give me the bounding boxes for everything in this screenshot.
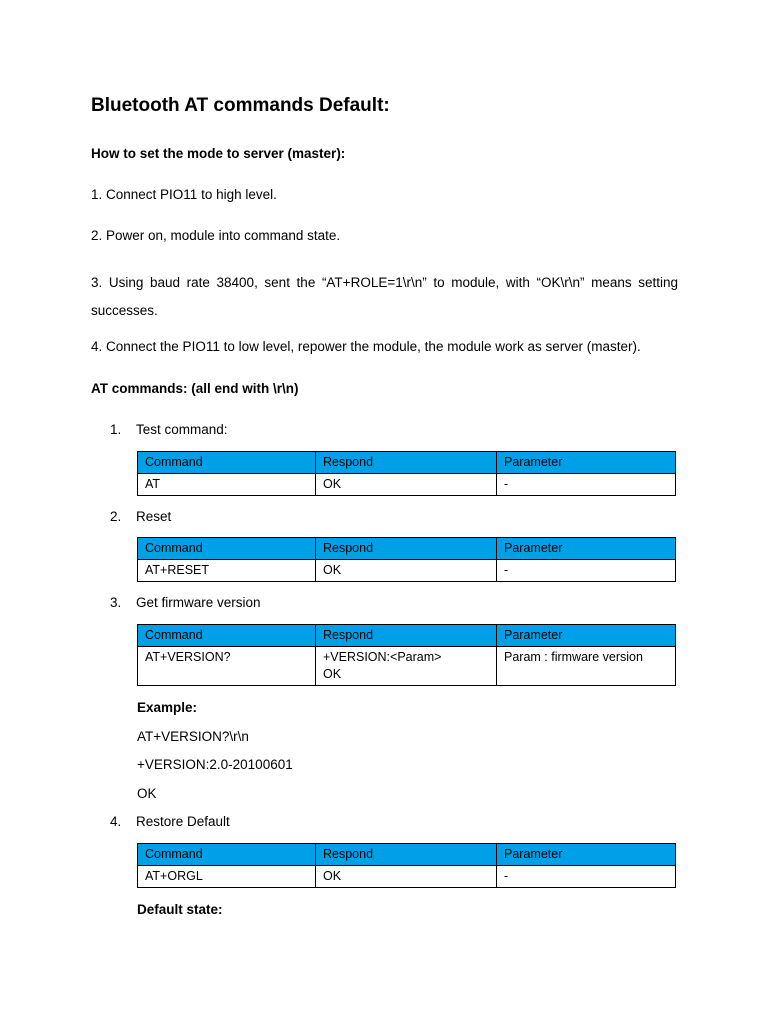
header-respond: Respond — [316, 538, 497, 560]
header-parameter: Parameter — [497, 538, 676, 560]
default-state-label: Default state: — [137, 902, 223, 917]
cell-respond — [316, 647, 497, 686]
header-parameter: Parameter — [497, 625, 676, 647]
header-respond: Respond — [316, 452, 497, 474]
section-number: 3. — [110, 595, 122, 610]
table-header-row — [138, 625, 676, 647]
document-title: Bluetooth AT commands Default: — [91, 95, 390, 116]
table-header-row — [138, 452, 676, 474]
table-row — [138, 560, 676, 582]
at-commands-heading: AT commands: (all end with \r\n) — [91, 381, 299, 396]
section-title: Reset — [136, 509, 172, 524]
cell-command: AT+ORGL — [138, 866, 316, 888]
example-line: OK — [137, 786, 157, 801]
section-test-command — [110, 422, 228, 437]
example-line: AT+VERSION?\r\n — [137, 729, 249, 744]
header-command: Command — [138, 538, 316, 560]
header-respond: Respond — [316, 625, 497, 647]
firmware-version-table — [137, 624, 676, 686]
table-row — [138, 866, 676, 888]
test-command-table — [137, 451, 676, 496]
section-title: Test command: — [136, 422, 228, 437]
cell-respond: OK — [316, 866, 497, 888]
master-mode-heading: How to set the mode to server (master): — [91, 146, 346, 161]
header-parameter: Parameter — [497, 844, 676, 866]
cell-command: AT+VERSION? — [138, 647, 316, 686]
cell-command: AT+RESET — [138, 560, 316, 582]
header-command: Command — [138, 452, 316, 474]
step-4: 4. Connect the PIO11 to low level, repower the module, the module work as server (master). — [91, 339, 641, 354]
header-respond: Respond — [316, 844, 497, 866]
header-parameter: Parameter — [497, 452, 676, 474]
table-row — [138, 647, 676, 686]
section-get-firmware-version — [110, 595, 261, 610]
section-reset — [110, 509, 171, 524]
example-label: Example: — [137, 700, 198, 715]
restore-default-table — [137, 843, 676, 888]
table-row — [138, 474, 676, 496]
cell-respond: OK — [316, 560, 497, 582]
step-1: 1. Connect PIO11 to high level. — [91, 187, 277, 202]
respond-line: OK — [323, 667, 342, 681]
cell-command: AT — [138, 474, 316, 496]
cell-parameter: Param : firmware version — [497, 647, 676, 686]
respond-line: +VERSION:<Param> — [323, 650, 442, 664]
section-number: 2. — [110, 509, 122, 524]
section-title: Get firmware version — [136, 595, 261, 610]
section-number: 4. — [110, 814, 122, 829]
section-title: Restore Default — [136, 814, 230, 829]
step-3: 3. Using baud rate 38400, sent the “AT+ROLE=1\r\n” to module, with “OK\r\n” means setting successes. — [91, 275, 678, 318]
step-2: 2. Power on, module into command state. — [91, 228, 341, 243]
table-header-row — [138, 844, 676, 866]
section-restore-default — [110, 814, 230, 829]
section-number: 1. — [110, 422, 122, 437]
example-line: +VERSION:2.0-20100601 — [137, 757, 293, 772]
header-command: Command — [138, 844, 316, 866]
table-header-row — [138, 538, 676, 560]
cell-parameter: - — [497, 560, 676, 582]
cell-parameter: - — [497, 474, 676, 496]
cell-parameter: - — [497, 866, 676, 888]
header-command: Command — [138, 625, 316, 647]
cell-respond: OK — [316, 474, 497, 496]
reset-table — [137, 537, 676, 582]
